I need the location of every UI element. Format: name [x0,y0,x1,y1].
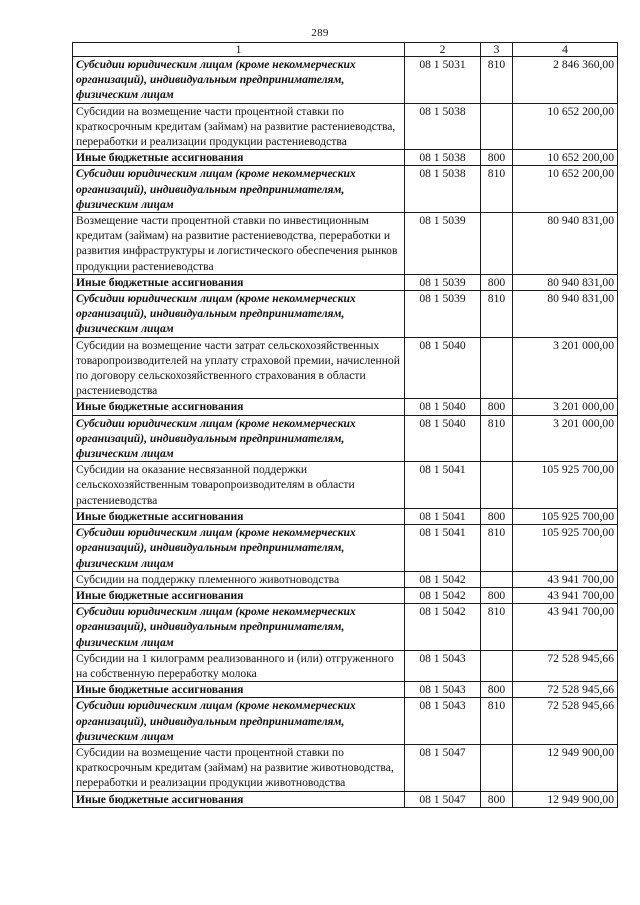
row-name: Субсидии на поддержку племенного животноводства [73,571,405,587]
header-col-2: 2 [405,43,481,57]
row-target-code: 08 1 5039 [405,291,481,338]
row-name: Иные бюджетные ассигнования [73,682,405,698]
row-expense-type: 800 [481,399,513,415]
row-amount: 105 925 700,00 [513,525,618,572]
row-amount: 105 925 700,00 [513,508,618,524]
row-expense-type: 800 [481,508,513,524]
row-expense-type [481,337,513,399]
row-name: Иные бюджетные ассигнования [73,791,405,807]
row-expense-type: 800 [481,791,513,807]
row-name: Иные бюджетные ассигнования [73,399,405,415]
row-target-code: 08 1 5041 [405,462,481,509]
table-row [73,103,618,150]
row-name: Субсидии юридическим лицам (кроме некоммерческих организаций), индивидуальным предпринимателям, физическим лицам [73,698,405,745]
table-row [73,682,618,698]
row-name: Субсидии юридическим лицам (кроме некоммерческих организаций), индивидуальным предпринимателям, физическим лицам [73,525,405,572]
row-amount: 43 941 700,00 [513,571,618,587]
row-amount: 2 846 360,00 [513,57,618,104]
table-row [73,571,618,587]
table-row [73,744,618,791]
row-target-code: 08 1 5039 [405,274,481,290]
row-name: Возмещение части процентной ставки по инвестиционным кредитам (займам) на развитие растениеводства, переработки и развития инфраструктуры и логистического обеспечения рынков продукции растениеводства [73,213,405,275]
row-name: Субсидии на 1 килограмм реализованного и (или) отгруженного на собственную переработку молока [73,650,405,681]
row-amount: 12 949 900,00 [513,744,618,791]
row-expense-type [481,650,513,681]
row-amount: 80 940 831,00 [513,213,618,275]
table-row [73,213,618,275]
table-row [73,525,618,572]
row-amount: 43 941 700,00 [513,604,618,651]
row-target-code: 08 1 5043 [405,650,481,681]
row-amount: 10 652 200,00 [513,150,618,166]
row-amount: 80 940 831,00 [513,291,618,338]
row-target-code: 08 1 5041 [405,525,481,572]
row-name: Субсидии на возмещение части затрат сельскохозяйственных товаропроизводителей на уплату страховой премии, начисленной по договору сельскохозяйственного страхования в области растениеводства [73,337,405,399]
row-expense-type: 810 [481,415,513,462]
row-amount: 3 201 000,00 [513,337,618,399]
row-target-code: 08 1 5043 [405,698,481,745]
row-amount: 43 941 700,00 [513,587,618,603]
row-target-code: 08 1 5038 [405,103,481,150]
row-target-code: 08 1 5040 [405,399,481,415]
row-name: Субсидии юридическим лицам (кроме некоммерческих организаций), индивидуальным предпринимателям, физическим лицам [73,291,405,338]
row-amount: 12 949 900,00 [513,791,618,807]
table-row [73,337,618,399]
row-expense-type [481,571,513,587]
row-name: Иные бюджетные ассигнования [73,274,405,290]
table-row [73,604,618,651]
row-amount: 72 528 945,66 [513,682,618,698]
row-expense-type: 800 [481,150,513,166]
header-col-3: 3 [481,43,513,57]
table-row [73,462,618,509]
row-target-code: 08 1 5038 [405,166,481,213]
table-row [73,291,618,338]
page-number: 289 [311,27,329,39]
row-amount: 72 528 945,66 [513,650,618,681]
row-amount: 10 652 200,00 [513,166,618,213]
row-target-code: 08 1 5031 [405,57,481,104]
row-name: Субсидии юридическим лицам (кроме некоммерческих организаций), индивидуальным предпринимателям, физическим лицам [73,57,405,104]
row-name: Иные бюджетные ассигнования [73,587,405,603]
table-row [73,508,618,524]
row-expense-type [481,213,513,275]
row-expense-type: 800 [481,682,513,698]
table-row [73,150,618,166]
row-name: Субсидии юридическим лицам (кроме некоммерческих организаций), индивидуальным предпринимателям, физическим лицам [73,415,405,462]
row-name: Иные бюджетные ассигнования [73,508,405,524]
table-row [73,166,618,213]
row-name: Субсидии на возмещение части процентной ставки по краткосрочным кредитам (займам) на развитие растениеводства, переработки и реализации продукции растениеводства [73,103,405,150]
row-expense-type: 800 [481,274,513,290]
row-expense-type: 810 [481,525,513,572]
row-target-code: 08 1 5043 [405,682,481,698]
row-expense-type: 810 [481,166,513,213]
row-expense-type: 810 [481,698,513,745]
row-target-code: 08 1 5038 [405,150,481,166]
row-target-code: 08 1 5042 [405,571,481,587]
row-target-code: 08 1 5047 [405,744,481,791]
table-row [73,650,618,681]
row-expense-type [481,462,513,509]
row-name: Иные бюджетные ассигнования [73,150,405,166]
row-name: Субсидии на возмещение части процентной ставки по краткосрочным кредитам (займам) на развитие животноводства, переработки и реализации продукции животноводства [73,744,405,791]
header-col-4: 4 [513,43,618,57]
row-amount: 80 940 831,00 [513,274,618,290]
table-header-row [73,43,618,57]
row-name: Субсидии на оказание несвязанной поддержки сельскохозяйственным товаропроизводителям в области растениеводства [73,462,405,509]
row-expense-type [481,744,513,791]
table-row [73,698,618,745]
row-target-code: 08 1 5039 [405,213,481,275]
header-col-1: 1 [73,43,405,57]
row-name: Субсидии юридическим лицам (кроме некоммерческих организаций), индивидуальным предпринимателям, физическим лицам [73,604,405,651]
row-amount: 105 925 700,00 [513,462,618,509]
row-target-code: 08 1 5042 [405,604,481,651]
row-target-code: 08 1 5041 [405,508,481,524]
row-expense-type [481,103,513,150]
row-target-code: 08 1 5047 [405,791,481,807]
row-name: Субсидии юридическим лицам (кроме некоммерческих организаций), индивидуальным предпринимателям, физическим лицам [73,166,405,213]
row-expense-type: 800 [481,587,513,603]
table-row [73,399,618,415]
row-amount: 72 528 945,66 [513,698,618,745]
budget-table [72,42,618,808]
row-target-code: 08 1 5040 [405,415,481,462]
row-expense-type: 810 [481,291,513,338]
row-target-code: 08 1 5040 [405,337,481,399]
row-amount: 3 201 000,00 [513,415,618,462]
row-amount: 3 201 000,00 [513,399,618,415]
row-target-code: 08 1 5042 [405,587,481,603]
row-expense-type: 810 [481,604,513,651]
table-row [73,791,618,807]
row-expense-type: 810 [481,57,513,104]
table-row [73,415,618,462]
table-row [73,57,618,104]
budget-table-body [73,57,618,808]
table-row [73,587,618,603]
row-amount: 10 652 200,00 [513,103,618,150]
table-row [73,274,618,290]
